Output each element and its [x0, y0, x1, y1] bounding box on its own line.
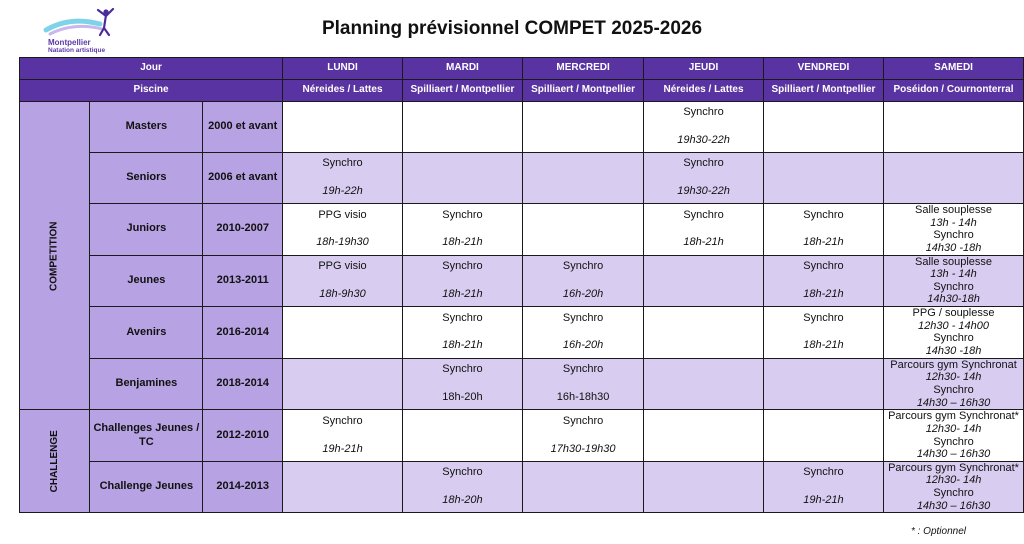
session-activity: Synchro	[803, 466, 844, 479]
schedule-cell	[283, 255, 403, 307]
category-name: Masters	[90, 102, 203, 153]
category-years: 2018-2014	[203, 358, 283, 410]
category-years: 2016-2014	[203, 307, 283, 359]
category-name: Juniors	[90, 204, 203, 256]
schedule-cell	[884, 461, 1024, 513]
session-time: 18h-21h	[442, 339, 483, 352]
logo-line2: Natation artistique	[48, 47, 106, 54]
session-activity: Synchro	[803, 260, 844, 273]
schedule-cell	[884, 153, 1024, 204]
table-row	[20, 204, 1024, 256]
schedule-cell	[763, 461, 883, 513]
session-time: 18h-19h30	[316, 236, 369, 249]
schedule-cell	[763, 153, 883, 204]
session-activity: Synchro	[442, 311, 483, 324]
header-day-lundi: LUNDI	[283, 58, 403, 80]
schedule-cell	[763, 410, 883, 462]
schedule-cell	[884, 255, 1024, 307]
saturday-line: 12h30 - 14h00	[918, 319, 989, 332]
session-activity: Synchro	[683, 106, 724, 119]
group-label: COMPETITION	[48, 221, 60, 291]
schedule-cell	[523, 358, 644, 410]
saturday-line: PPG / souplesse	[912, 307, 995, 320]
table-row	[20, 410, 1024, 462]
session-time: 18h-21h	[683, 236, 724, 249]
category-years: 2013-2011	[203, 255, 283, 307]
session-activity: Synchro	[322, 414, 363, 427]
session-time: 18h-21h	[442, 287, 483, 300]
session-activity: Synchro	[562, 311, 604, 324]
session-activity: Synchro	[322, 157, 363, 170]
footnote: * : Optionnel	[910, 526, 966, 537]
header-day-mercredi: MERCREDI	[523, 58, 644, 80]
saturday-line: 14h30 – 16h30	[916, 448, 991, 461]
schedule-cell	[283, 153, 403, 204]
session-activity: Synchro	[442, 260, 483, 273]
saturday-line: Synchro	[933, 280, 974, 293]
session-time: 17h30-19h30	[550, 442, 616, 455]
schedule-cell	[523, 204, 644, 256]
schedule-cell	[283, 358, 403, 410]
table-row	[20, 307, 1024, 359]
session-activity: Synchro	[803, 311, 844, 324]
saturday-line: 13h - 14h	[930, 216, 977, 229]
header-day-samedi: SAMEDI	[884, 58, 1024, 80]
schedule-cell	[402, 410, 522, 462]
schedule-cell	[763, 204, 883, 256]
saturday-line: 14h30 -18h	[925, 241, 982, 254]
category-name: Seniors	[90, 153, 203, 204]
saturday-line: Parcours gym Synchronat*	[888, 461, 1019, 474]
header-row-pools	[20, 80, 1024, 102]
table-row	[20, 255, 1024, 307]
schedule-cell	[884, 307, 1024, 359]
header-row-days	[20, 58, 1024, 80]
logo-line1: Montpellier	[48, 38, 91, 47]
header-day-vendredi: VENDREDI	[763, 58, 883, 80]
saturday-line: 13h - 14h	[930, 268, 977, 281]
category-years: 2012-2010	[203, 410, 283, 462]
schedule-cell	[644, 410, 764, 462]
schedule-cell	[402, 153, 522, 204]
schedule-cell	[644, 102, 764, 153]
session-activity: PPG visio	[318, 208, 367, 221]
session-time: 18h-21h	[803, 339, 844, 352]
header-pool-vendredi: Spilliaert / Montpellier	[763, 80, 883, 102]
schedule-cell	[763, 358, 883, 410]
schedule-cell	[283, 307, 403, 359]
saturday-line: Salle souplesse	[914, 255, 993, 268]
session-time: 18h-9h30	[319, 287, 366, 300]
header-pool-samedi: Poséidon / Cournonterral	[884, 80, 1024, 102]
header-piscine: Piscine	[20, 80, 283, 102]
header-jour: Jour	[20, 58, 283, 80]
session-activity: Synchro	[442, 363, 483, 376]
schedule-cell	[283, 410, 403, 462]
group-competition	[20, 102, 90, 410]
saturday-line: 14h30-18h	[927, 293, 980, 306]
schedule-cell	[884, 358, 1024, 410]
table-row	[20, 153, 1024, 204]
table-row	[20, 461, 1024, 513]
header-day-jeudi: JEUDI	[644, 58, 764, 80]
schedule-cell	[763, 307, 883, 359]
schedule-cell	[523, 102, 644, 153]
session-time: 16h-20h	[562, 287, 604, 300]
session-time: 18h-20h	[442, 390, 483, 403]
group-label: CHALLENGE	[48, 430, 60, 493]
saturday-line: Synchro	[933, 435, 974, 448]
schedule-cell	[884, 204, 1024, 256]
schedule-cell	[523, 255, 644, 307]
schedule-cell	[644, 307, 764, 359]
session-activity: PPG visio	[318, 260, 367, 273]
saturday-line: 12h30- 14h	[925, 371, 982, 384]
schedule-cell	[402, 307, 522, 359]
category-years: 2006 et avant	[203, 153, 283, 204]
session-time: 16h-18h30	[556, 390, 610, 403]
saturday-line: Synchro	[933, 487, 974, 500]
session-activity: Synchro	[562, 414, 604, 427]
schedule-cell	[402, 358, 522, 410]
session-time: 19h30-22h	[677, 134, 730, 146]
schedule-cell	[523, 461, 644, 513]
saturday-line: Synchro	[933, 383, 974, 396]
header-day-mardi: MARDI	[402, 58, 522, 80]
saturday-line: Parcours gym Synchronat*	[888, 410, 1019, 423]
session-activity: Synchro	[803, 208, 844, 221]
schedule-cell	[402, 461, 522, 513]
session-activity: Synchro	[683, 208, 724, 221]
schedule-cell	[644, 153, 764, 204]
saturday-line: 14h30 – 16h30	[916, 396, 991, 409]
session-activity: Synchro	[442, 208, 483, 221]
session-activity: Synchro	[562, 260, 604, 273]
category-name: Challenge Jeunes	[90, 461, 203, 513]
header-pool-lundi: Néreides / Lattes	[283, 80, 403, 102]
schedule-cell	[283, 204, 403, 256]
schedule-cell	[402, 102, 522, 153]
page-title: Planning prévisionnel COMPET 2025-2026	[321, 18, 703, 39]
category-name: Benjamines	[90, 358, 203, 410]
session-time: 18h-21h	[442, 236, 483, 249]
session-time: 16h-20h	[562, 339, 604, 352]
session-activity: Synchro	[683, 157, 724, 170]
schedule-cell	[644, 358, 764, 410]
schedule-cell	[644, 461, 764, 513]
category-name: Jeunes	[90, 255, 203, 307]
schedule-cell	[523, 410, 644, 462]
saturday-line: 12h30- 14h	[925, 474, 982, 487]
session-time: 19h-21h	[803, 494, 844, 507]
schedule-cell	[283, 102, 403, 153]
group-challenge	[20, 410, 90, 513]
saturday-line: Synchro	[933, 332, 974, 345]
schedule-cell	[523, 153, 644, 204]
schedule-cell	[402, 204, 522, 256]
schedule-cell	[644, 204, 764, 256]
table-row	[20, 102, 1024, 153]
schedule-table	[19, 57, 1024, 513]
session-time: 19h-21h	[322, 442, 363, 455]
header-pool-jeudi: Néreides / Lattes	[644, 80, 764, 102]
category-years: 2010-2007	[203, 204, 283, 256]
category-years: 2000 et avant	[203, 102, 283, 153]
schedule-cell	[763, 102, 883, 153]
saturday-line: 12h30- 14h	[925, 422, 982, 435]
schedule-cell	[644, 255, 764, 307]
session-time: 19h30-22h	[677, 185, 730, 197]
saturday-line: 14h30 -18h	[925, 345, 982, 358]
session-time: 18h-20h	[442, 494, 483, 507]
session-time: 19h-22h	[322, 185, 363, 197]
category-name: Challenges Jeunes / TC	[90, 410, 203, 462]
schedule-cell	[402, 255, 522, 307]
category-years: 2014-2013	[203, 461, 283, 513]
session-time: 18h-21h	[803, 287, 844, 300]
schedule-cell	[523, 307, 644, 359]
table-row	[20, 358, 1024, 410]
saturday-line: 14h30 – 16h30	[916, 499, 991, 512]
session-activity: Synchro	[442, 466, 483, 479]
schedule-cell	[283, 461, 403, 513]
session-time: 18h-21h	[803, 236, 844, 249]
schedule-cell	[884, 410, 1024, 462]
header-pool-mercredi: Spilliaert / Montpellier	[523, 80, 644, 102]
saturday-line: Salle souplesse	[914, 204, 993, 216]
saturday-line: Synchro	[933, 229, 974, 242]
schedule-cell	[763, 255, 883, 307]
saturday-line: Parcours gym Synchronat	[890, 358, 1017, 371]
session-activity: Synchro	[562, 363, 604, 376]
category-name: Avenirs	[90, 307, 203, 359]
header-pool-mardi: Spilliaert / Montpellier	[402, 80, 522, 102]
schedule-cell	[884, 102, 1024, 153]
